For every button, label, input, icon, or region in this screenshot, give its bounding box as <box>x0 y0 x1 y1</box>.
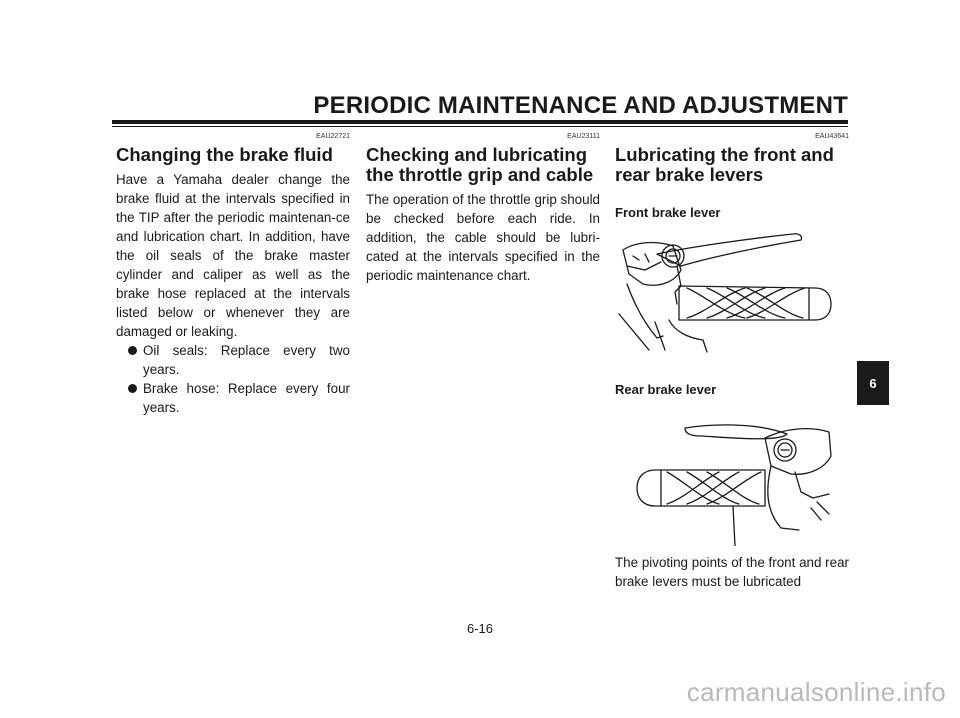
column-brake-fluid <box>116 130 350 417</box>
section-heading: Changing the brake fluid <box>116 144 333 165</box>
section-code: EAU23111 <box>567 133 600 140</box>
header-rule <box>112 120 848 124</box>
section-body: Have a Yamaha dealer change the brake fluid at the intervals specified in the TIP after the periodic maintenan-ce and lubrication chart. In addition, have the oil seals of the brake master cylinder and caliper as well as the brake hose replaced at the intervals listed below or whenever they are damaged or leaking. <box>116 172 350 339</box>
bullet-icon <box>128 384 137 393</box>
rear-brake-label: Rear brake lever <box>615 382 717 397</box>
chapter-tab: 6 <box>857 361 889 405</box>
bullet-text: Brake hose: Replace every four years. <box>143 381 350 415</box>
front-brake-lever-illustration <box>615 226 837 356</box>
section-body: The pivoting points of the front and rear brake levers must be lubricated <box>615 555 849 589</box>
section-code: EAU22721 <box>316 133 350 140</box>
bullet-text: Oil seals: Replace every two years. <box>143 343 350 377</box>
bullet-item <box>116 379 350 417</box>
front-brake-label: Front brake lever <box>615 205 721 220</box>
section-heading: Lubricating the front and rear brake levers <box>615 144 834 185</box>
page-number: 6-16 <box>466 621 494 636</box>
header-rule-thin <box>112 126 848 127</box>
section-body: The operation of the throttle grip should be checked before each ride. In addition, the cable should be lubri-cated at the intervals specified in the periodic maintenance chart. <box>366 192 600 283</box>
section-code: EAU43641 <box>815 133 849 140</box>
bullet-icon <box>128 346 137 355</box>
column-throttle <box>366 130 600 285</box>
page-header-title: PERIODIC MAINTENANCE AND ADJUSTMENT <box>313 92 848 119</box>
bullet-item <box>116 341 350 379</box>
bullet-list <box>116 341 350 417</box>
watermark: carmanualsonline.info <box>686 677 946 707</box>
section-heading: Checking and lubricating the throttle grip and cable <box>366 144 594 185</box>
rear-brake-lever-illustration <box>615 412 837 546</box>
